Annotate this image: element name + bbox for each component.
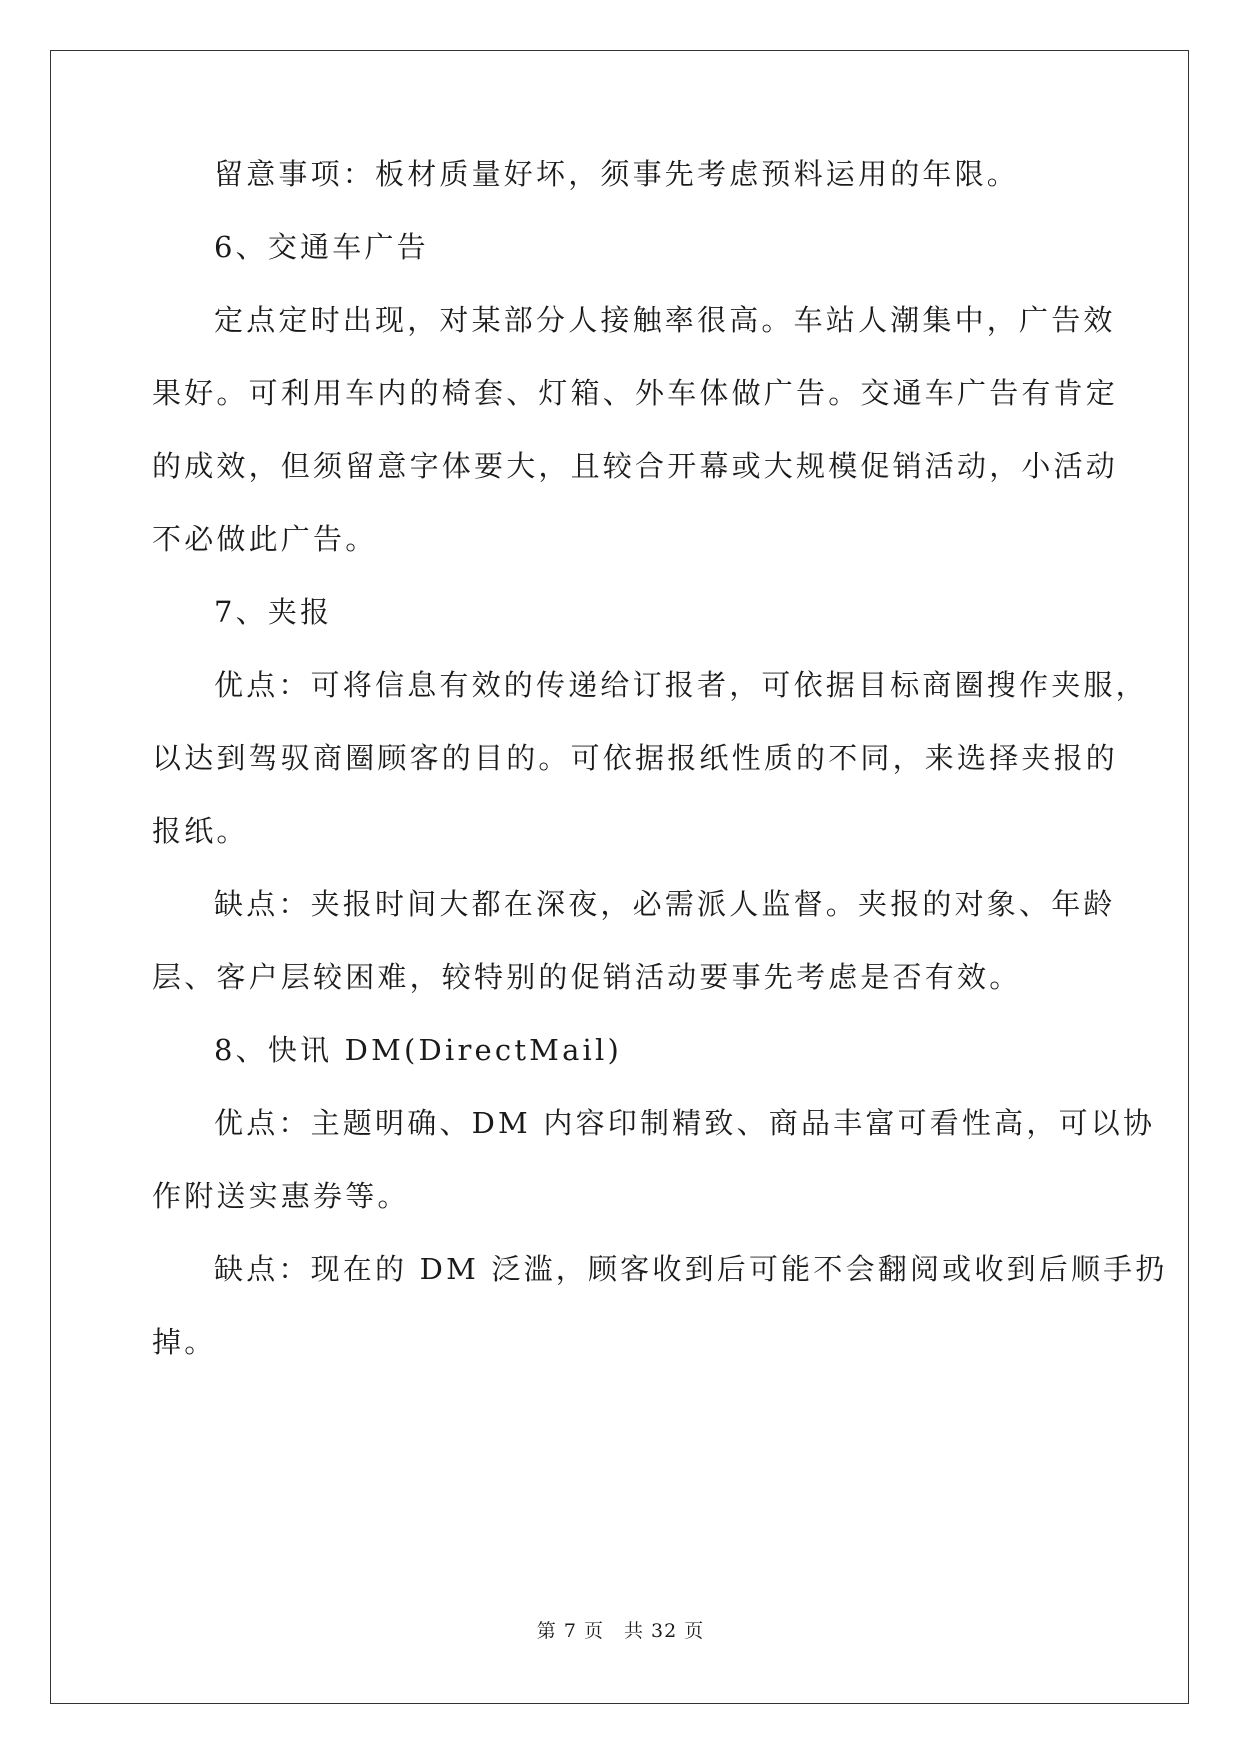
paragraph-line: 以达到驾驭商圈顾客的目的。可依据报纸性质的不同，来选择夹报的 — [152, 741, 1119, 775]
paragraph-line: 层、客户层较困难，较特别的促销活动要事先考虑是否有效。 — [152, 960, 1022, 994]
page-border — [50, 50, 1189, 1704]
paragraph-line: 缺点：现在的 DM 泛滥，顾客收到后可能不会翻阅或收到后顺手扔 — [214, 1252, 1168, 1286]
section-heading: 7、夹报 — [214, 595, 333, 629]
section-heading: 8、快讯 DM(DirectMail) — [214, 1033, 623, 1067]
paragraph-line: 的成效，但须留意字体要大，且较合开幕或大规模促销活动，小活动 — [152, 449, 1119, 483]
paragraph-line: 掉。 — [152, 1325, 217, 1359]
paragraph-line: 留意事项：板材质量好坏，须事先考虑预料运用的年限。 — [214, 157, 1020, 191]
paragraph-line: 作附送实惠券等。 — [152, 1179, 410, 1213]
paragraph-line: 优点：可将信息有效的传递给订报者，可依据目标商圈搜作夹服， — [214, 668, 1148, 702]
paragraph-line: 果好。可利用车内的椅套、灯箱、外车体做广告。交通车广告有肯定 — [152, 376, 1119, 410]
paragraph-line: 定点定时出现，对某部分人接触率很高。车站人潮集中，广告效 — [214, 303, 1116, 337]
paragraph-line: 报纸。 — [152, 814, 249, 848]
page-number-footer: 第 7 页 共 32 页 — [536, 1620, 705, 1642]
paragraph-line: 优点：主题明确、DM 内容印制精致、商品丰富可看性高，可以协 — [214, 1106, 1156, 1140]
section-heading: 6、交通车广告 — [214, 230, 429, 264]
paragraph-line: 缺点：夹报时间大都在深夜，必需派人监督。夹报的对象、年龄 — [214, 887, 1116, 921]
paragraph-line: 不必做此广告。 — [152, 522, 378, 556]
